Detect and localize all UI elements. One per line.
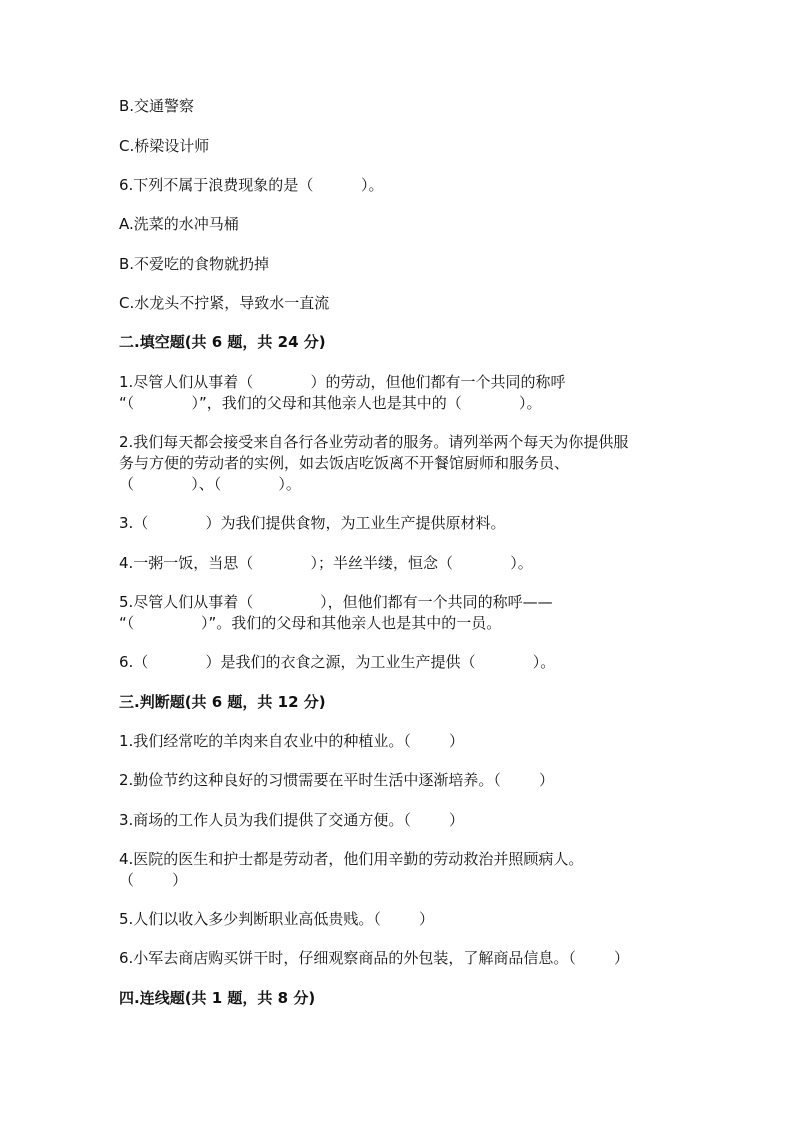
option-b-traffic-police: B.交通警察 bbox=[119, 97, 195, 115]
judge-question-4-line-2: （ ） bbox=[119, 871, 188, 889]
fill-question-1-line-2: “（ ）”，我们的父母和其他亲人也是其中的（ ）。 bbox=[119, 394, 542, 412]
fill-question-5-line-2: “（ ）”。我们的父母和其他亲人也是其中的一员。 bbox=[119, 614, 502, 632]
judge-question-1: 1.我们经常吃的羊肉来自农业中的种植业。（ ） bbox=[119, 732, 464, 750]
fill-question-4: 4.一粥一饭，当思（ ）；半丝半缕，恒念（ ）。 bbox=[119, 554, 533, 572]
judge-question-3: 3.商场的工作人员为我们提供了交通方便。（ ） bbox=[119, 811, 464, 829]
judge-question-4-line-1: 4.医院的医生和护士都是劳动者，他们用辛勤的劳动救治并照顾病人。 bbox=[119, 850, 584, 868]
option-c-bridge-designer: C.桥梁设计师 bbox=[119, 137, 210, 155]
section-heading-matching: 四.连线题(共 1 题，共 8 分) bbox=[119, 989, 316, 1007]
fill-question-2-line-2: 务与方便的劳动者的实例，如去饭店吃饭离不开餐馆厨师和服务员、 bbox=[119, 454, 570, 472]
fill-question-2-line-1: 2.我们每天都会接受来自各行各业劳动者的服务。请列举两个每天为你提供服 bbox=[119, 433, 629, 451]
fill-question-5-line-1: 5.尽管人们从事着（ ），但他们都有一个共同的称呼—— bbox=[119, 593, 553, 611]
question-6-option-c: C.水龙头不拧紧，导致水一直流 bbox=[119, 294, 330, 312]
section-heading-fill-in: 二.填空题(共 6 题，共 24 分) bbox=[119, 333, 326, 351]
judge-question-5: 5.人们以收入多少判断职业高低贵贱。（ ） bbox=[119, 910, 434, 928]
fill-question-2-line-3: （ ）、（ ）。 bbox=[119, 475, 301, 493]
fill-question-6: 6.（ ）是我们的衣食之源，为工业生产提供（ ）。 bbox=[119, 653, 556, 671]
question-6-stem: 6.下列不属于浪费现象的是（ ）。 bbox=[119, 176, 384, 194]
question-6-option-a: A.洗菜的水冲马桶 bbox=[119, 215, 239, 233]
section-heading-true-false: 三.判断题(共 6 题，共 12 分) bbox=[119, 693, 326, 711]
judge-question-6: 6.小军去商店购买饼干时，仔细观察商品的外包装，了解商品信息。（ ） bbox=[119, 949, 629, 967]
fill-question-1-line-1: 1.尽管人们从事着（ ）的劳动，但他们都有一个共同的称呼 bbox=[119, 373, 566, 391]
judge-question-2: 2.勤俭节约这种良好的习惯需要在平时生活中逐渐培养。（ ） bbox=[119, 771, 554, 789]
question-6-option-b: B.不爱吃的食物就扔掉 bbox=[119, 255, 270, 273]
fill-question-3: 3.（ ）为我们提供食物，为工业生产提供原材料。 bbox=[119, 514, 506, 532]
